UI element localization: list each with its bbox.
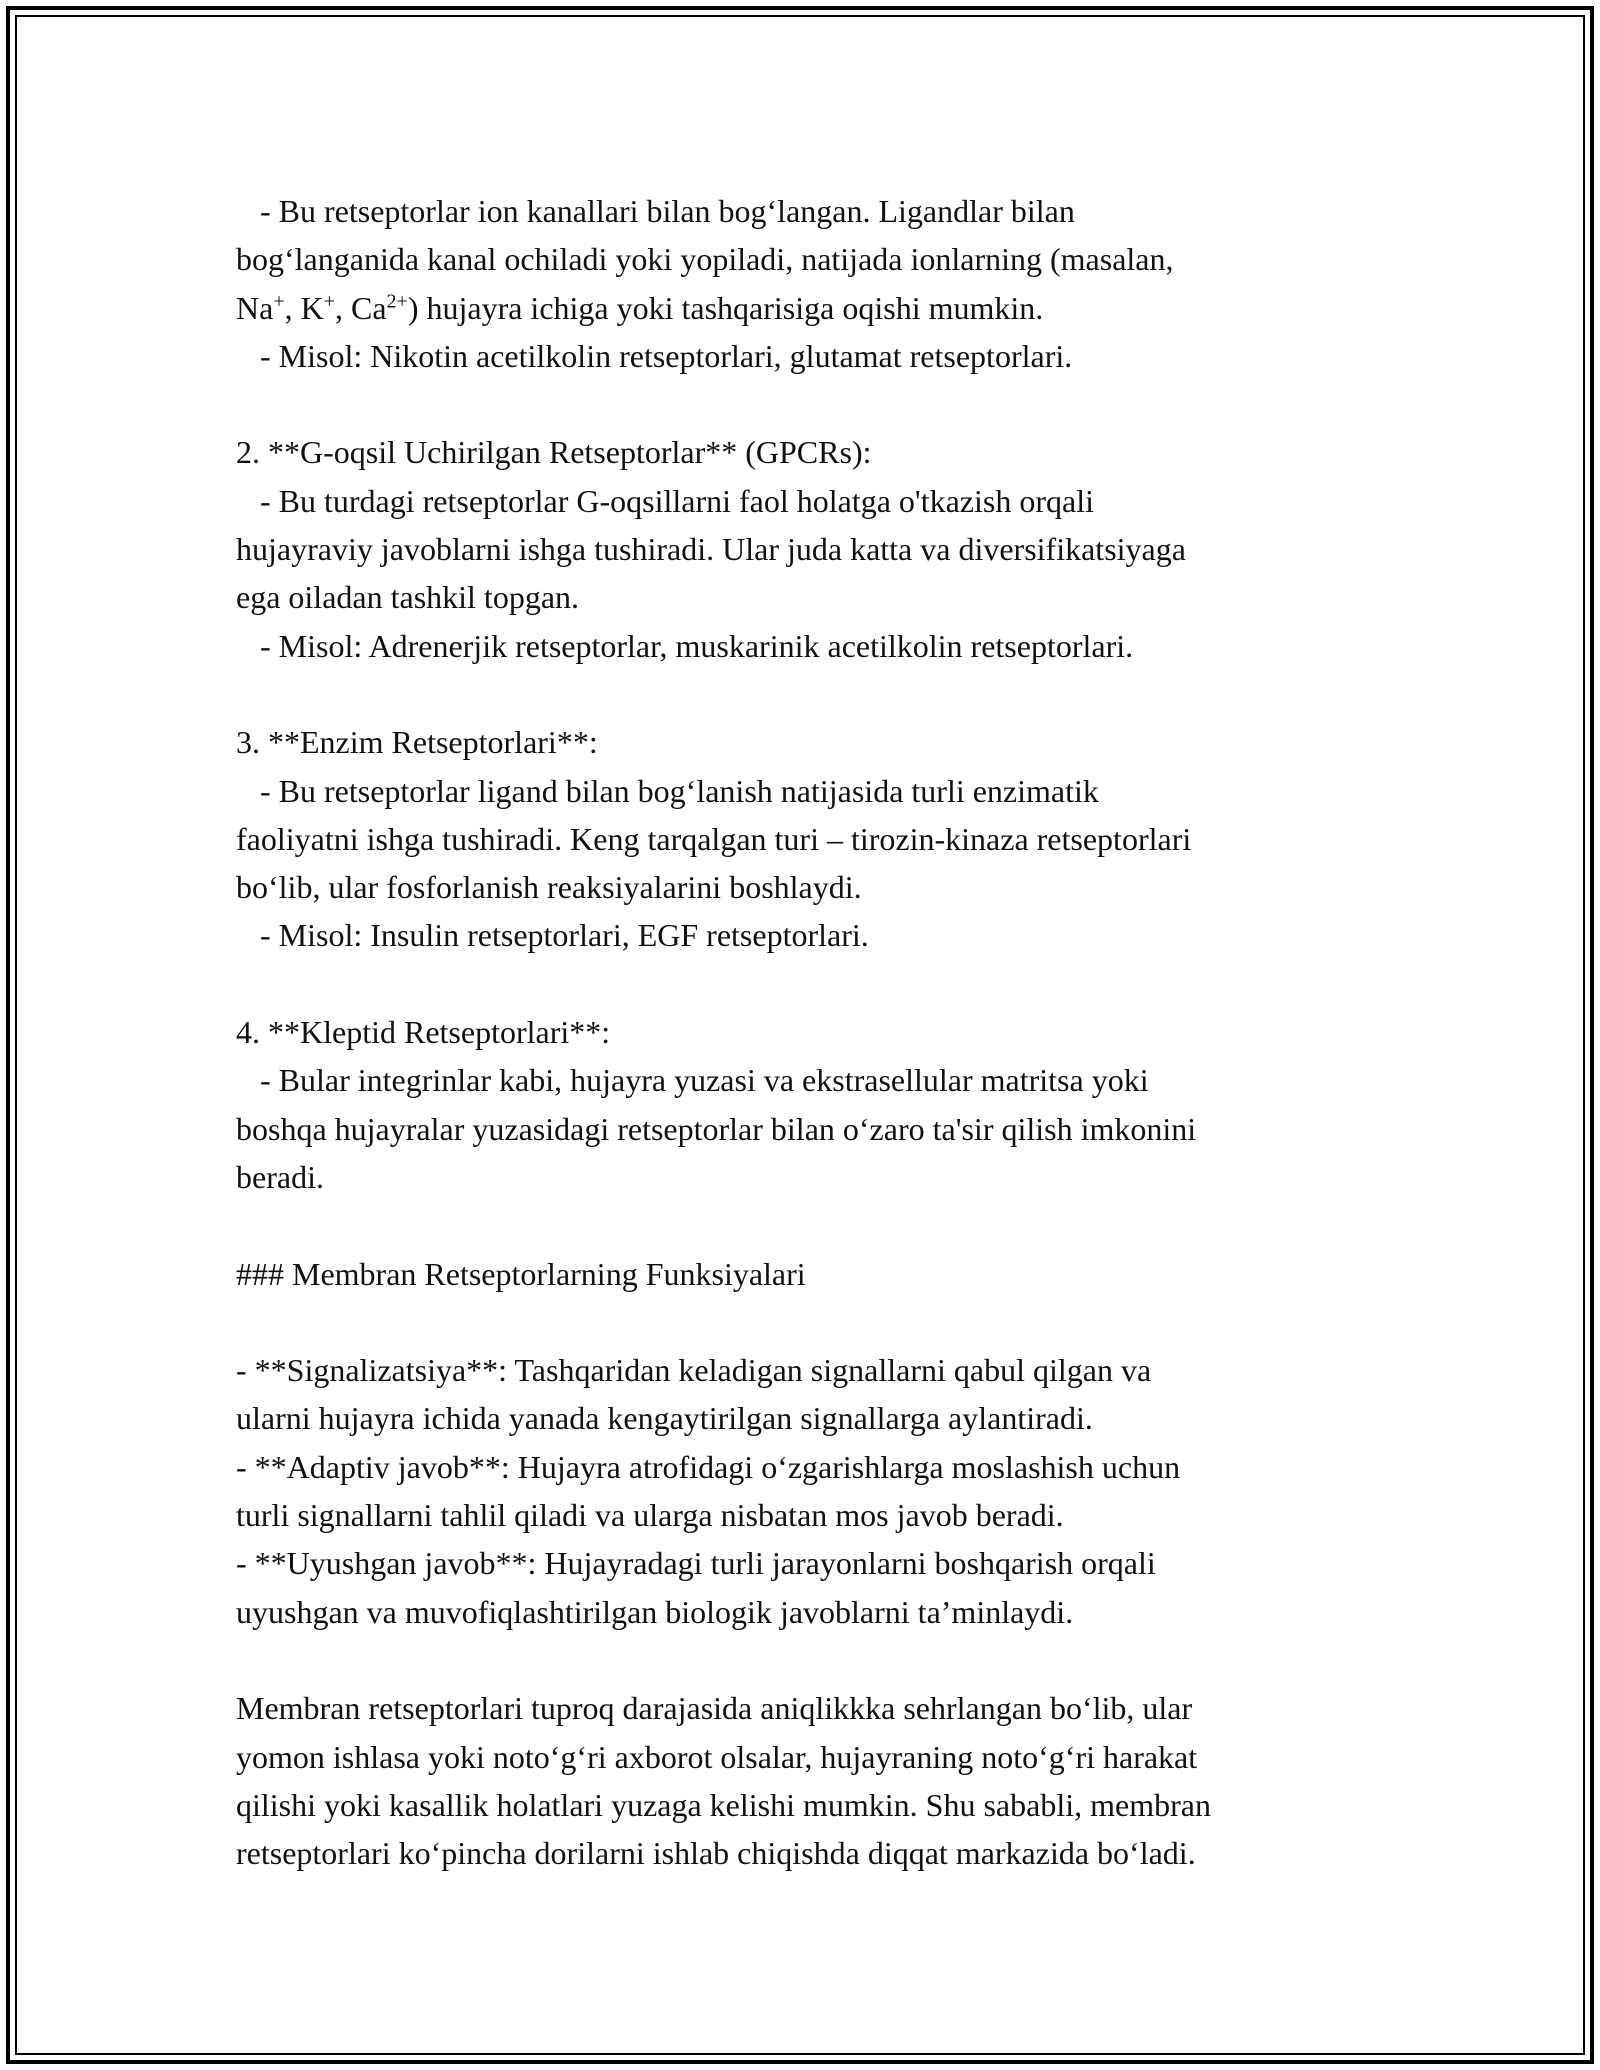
text-line: - **Uyushgan javob**: Hujayradagi turli jarayonlarni boshqarish orqali <box>236 1545 1156 1582</box>
text-line: turli signallarni tahlil qiladi va ularga nisbatan mos javob beradi. <box>236 1497 1064 1534</box>
superscript: + <box>323 289 335 312</box>
blank-line <box>236 960 1366 1008</box>
text-segment: , K <box>284 289 324 326</box>
text-line: boshqa hujayralar yuzasidagi retseptorlar bilan o‘zaro ta'sir qilish imkonini <box>236 1110 1197 1147</box>
text-line: 2. **G-oqsil Uchirilgan Retseptorlar** (GPCRs): <box>236 434 872 471</box>
text-line: - Bu turdagi retseptorlar G-oqsillarni faol holatga o'tkazish orqali <box>236 482 1094 519</box>
text-line: ### Membran Retseptorlarning Funksiyalari <box>236 1255 806 1292</box>
text-line: bo‘lib, ular fosforlanish reaksiyalarini boshlaydi. <box>236 869 862 906</box>
text-line: - **Adaptiv javob**: Hujayra atrofidagi o‘zgarishlarga moslashish uchun <box>236 1448 1181 1485</box>
text-line <box>236 284 1366 332</box>
blank-line <box>236 670 1366 718</box>
text-line: - Misol: Adrenerjik retseptorlar, muskarinik acetilkolin retseptorlari. <box>236 627 1134 664</box>
text-line: uyushgan va muvofiqlashtirilgan biologik javoblarni ta’minlaydi. <box>236 1593 1074 1630</box>
blank-line <box>236 380 1366 428</box>
text-line: - Bu retseptorlar ion kanallari bilan bog‘langan. Ligandlar bilan <box>236 193 1075 229</box>
text-line: beradi. <box>236 1158 324 1195</box>
blank-line <box>236 1201 1366 1249</box>
blank-line <box>236 1636 1366 1684</box>
text-segment: , Ca <box>334 289 387 326</box>
text-line: - Misol: Nikotin acetilkolin retseptorlari, glutamat retseptorlari. <box>236 337 1073 374</box>
text-line: Membran retseptorlari tuproq darajasida aniqlikkka sehrlangan bo‘lib, ular <box>236 1690 1193 1727</box>
text-line: - Misol: Insulin retseptorlari, EGF retseptorlari. <box>236 917 869 954</box>
text-line: ularni hujayra ichida yanada kengaytirilgan signallarga aylantiradi. <box>236 1400 1093 1437</box>
text-line: hujayraviy javoblarni ishga tushiradi. Ular juda katta va diversifikatsiyaga <box>236 531 1186 568</box>
text-line: bog‘langanida kanal ochiladi yoki yopiladi, natijada ionlarning (masalan, <box>236 241 1174 278</box>
text-line: - Bu retseptorlar ligand bilan bog‘lanish natijasida turli enzimatik <box>236 772 1099 809</box>
blank-line <box>236 1298 1366 1346</box>
text-line: retseptorlari ko‘pincha dorilarni ishlab chiqishda diqqat markazida bo‘ladi. <box>236 1835 1196 1872</box>
text-segment: Na <box>236 289 274 326</box>
text-line: 3. **Enzim Retseptorlari**: <box>236 724 598 761</box>
text-line: - **Signalizatsiya**: Tashqaridan keladigan signallarni qabul qilgan va <box>236 1352 1152 1389</box>
text-line: - Bular integrinlar kabi, hujayra yuzasi va ekstrasellular matritsa yoki <box>236 1062 1149 1099</box>
text-segment: ) hujayra ichiga yoki tashqarisiga oqishi mumkin. <box>407 289 1044 326</box>
text-line: qilishi yoki kasallik holatlari yuzaga kelishi mumkin. Shu sababli, membran <box>236 1786 1211 1823</box>
superscript: 2+ <box>386 289 408 312</box>
text-line: faoliyatni ishga tushiradi. Keng tarqalgan turi – tirozin-kinaza retseptorlari <box>236 820 1192 857</box>
text-line: yomon ishlasa yoki noto‘g‘ri axborot olsalar, hujayraning noto‘g‘ri harakat <box>236 1738 1198 1775</box>
document-body <box>236 187 1366 1877</box>
text-line: 4. **Kleptid Retseptorlari**: <box>236 1014 611 1051</box>
text-line: ega oiladan tashkil topgan. <box>236 579 580 616</box>
superscript: + <box>273 289 285 312</box>
